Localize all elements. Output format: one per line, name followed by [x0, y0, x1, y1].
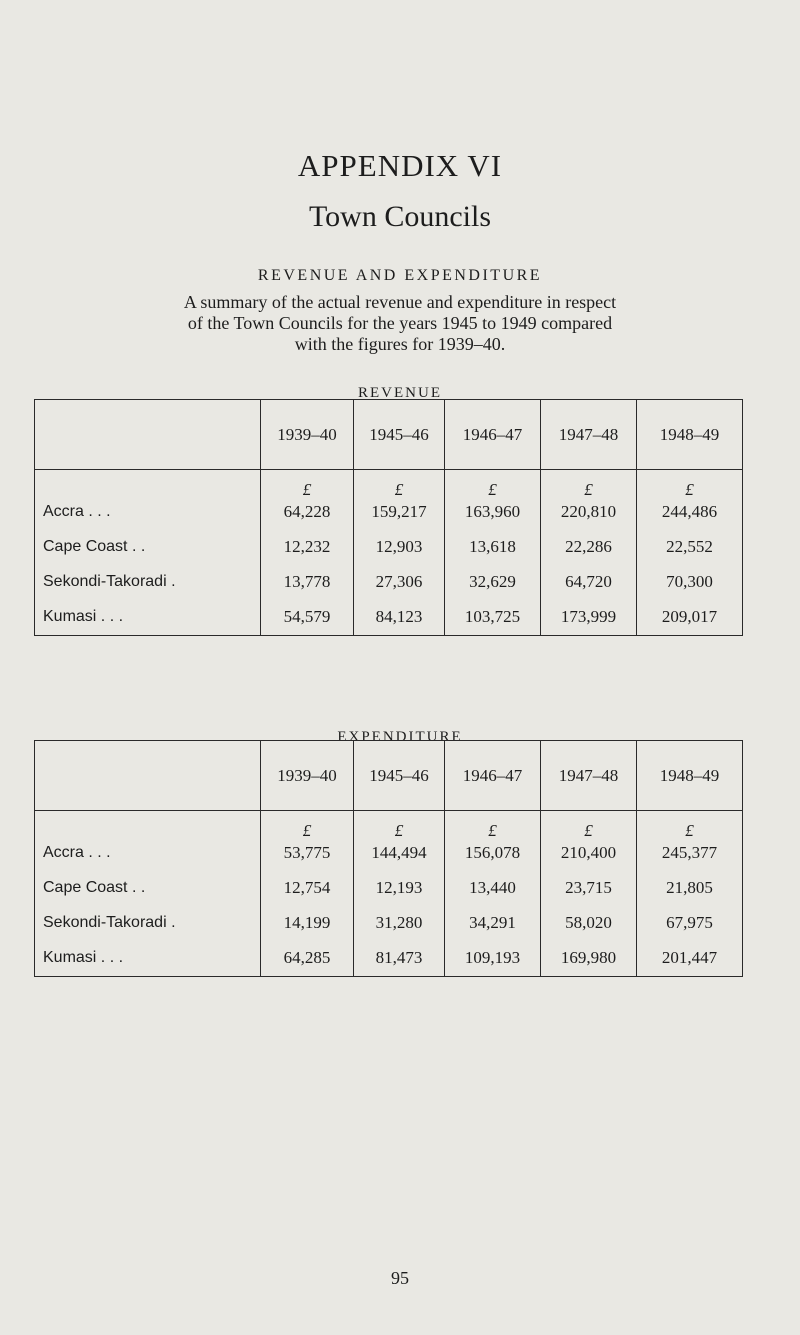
table-row	[35, 470, 743, 531]
value-cell	[445, 811, 541, 872]
value-cell	[354, 600, 445, 636]
column-header: 1946–47	[445, 741, 541, 811]
appendix-title: APPENDIX VI	[297, 148, 503, 183]
value-cell	[261, 470, 354, 531]
revenue-caption: REVENUE	[358, 385, 442, 401]
amount: 156,078	[464, 843, 521, 862]
revenue-table	[34, 399, 743, 636]
currency-symbol: £	[394, 821, 404, 840]
value-cell	[637, 600, 743, 636]
value-cell	[354, 871, 445, 906]
currency-symbol: £	[584, 821, 593, 840]
table-row	[35, 871, 743, 906]
column-header: 1945–46	[354, 741, 445, 811]
value-cell	[261, 871, 354, 906]
value-cell	[541, 565, 637, 600]
value-cell	[354, 811, 445, 872]
town-name: Accra . . .	[43, 844, 111, 861]
row-label	[35, 470, 261, 531]
amount: 32,629	[469, 572, 516, 591]
currency-symbol: £	[488, 480, 497, 499]
table-row	[35, 530, 743, 565]
page-subtitle: Town Councils	[308, 200, 492, 233]
amount: 14,199	[283, 913, 331, 932]
amount: 12,232	[283, 537, 331, 556]
amount: 22,286	[565, 537, 612, 556]
amount: 209,017	[661, 607, 718, 626]
amount: 64,285	[283, 948, 331, 967]
amount: 12,754	[283, 878, 331, 897]
row-label	[35, 565, 261, 600]
summary-line: with the figures for 1939–40.	[294, 334, 506, 354]
value-cell	[261, 600, 354, 636]
value-cell	[354, 530, 445, 565]
value-cell	[261, 530, 354, 565]
town-name: Kumasi . . .	[43, 608, 124, 625]
amount: 163,960	[464, 502, 521, 521]
column-header: 1948–49	[637, 400, 743, 470]
currency-symbol: £	[685, 821, 694, 840]
value-cell	[541, 811, 637, 872]
value-cell	[445, 530, 541, 565]
value-cell	[637, 530, 743, 565]
amount: 21,805	[666, 878, 713, 897]
column-header: 1939–40	[261, 400, 354, 470]
summary-line: A summary of the actual revenue and expenditure in respect	[183, 292, 617, 312]
header-blank-cell	[35, 741, 261, 811]
amount: 81,473	[375, 948, 423, 967]
value-cell	[637, 871, 743, 906]
row-label	[35, 600, 261, 636]
summary-line: of the Town Councils for the years 1945 to 1949 compared	[187, 313, 613, 333]
amount: 23,715	[565, 878, 612, 897]
town-name: Cape Coast . .	[43, 879, 146, 896]
row-label	[35, 530, 261, 565]
table-row	[35, 941, 743, 977]
value-cell	[445, 600, 541, 636]
amount: 67,975	[666, 913, 713, 932]
amount: 34,291	[469, 913, 516, 932]
header-row	[35, 400, 743, 470]
amount: 70,300	[666, 572, 713, 591]
amount: 144,494	[371, 843, 427, 862]
column-header: 1946–47	[445, 400, 541, 470]
amount: 210,400	[560, 843, 617, 862]
amount: 84,123	[375, 607, 423, 626]
amount: 27,306	[375, 572, 423, 591]
value-cell	[354, 906, 445, 941]
column-header: 1948–49	[637, 741, 743, 811]
row-label	[35, 871, 261, 906]
currency-symbol: £	[584, 480, 593, 499]
currency-symbol: £	[394, 480, 404, 499]
column-header: 1945–46	[354, 400, 445, 470]
amount: 12,903	[375, 537, 423, 556]
town-name: Accra . . .	[43, 503, 111, 520]
value-cell	[541, 470, 637, 531]
value-cell	[445, 941, 541, 977]
row-label	[35, 941, 261, 977]
town-name: Sekondi-Takoradi .	[43, 573, 176, 590]
amount: 64,720	[565, 572, 612, 591]
value-cell	[445, 906, 541, 941]
value-cell	[637, 565, 743, 600]
town-name: Sekondi-Takoradi .	[43, 914, 176, 931]
amount: 13,778	[283, 572, 331, 591]
currency-symbol: £	[302, 480, 312, 499]
amount: 109,193	[464, 948, 521, 967]
value-cell	[445, 470, 541, 531]
value-cell	[261, 565, 354, 600]
value-cell	[445, 871, 541, 906]
row-label	[35, 906, 261, 941]
amount: 159,217	[371, 502, 427, 521]
amount: 13,618	[469, 537, 516, 556]
amount: 103,725	[464, 607, 521, 626]
value-cell	[261, 906, 354, 941]
town-name: Kumasi . . .	[43, 949, 124, 966]
expenditure-table	[34, 740, 743, 977]
amount: 173,999	[560, 607, 617, 626]
value-cell	[541, 906, 637, 941]
header-row	[35, 741, 743, 811]
value-cell	[354, 470, 445, 531]
column-header: 1947–48	[541, 741, 637, 811]
amount: 220,810	[560, 502, 617, 521]
value-cell	[637, 811, 743, 872]
table-row	[35, 906, 743, 941]
expenditure-caption: EXPENDITURE	[337, 729, 463, 745]
summary-paragraph	[0, 292, 800, 355]
table-row	[35, 600, 743, 636]
value-cell	[541, 941, 637, 977]
value-cell	[354, 941, 445, 977]
town-name: Cape Coast . .	[43, 538, 146, 555]
amount: 13,440	[469, 878, 516, 897]
amount: 244,486	[661, 502, 718, 521]
value-cell	[541, 530, 637, 565]
row-label	[35, 811, 261, 872]
currency-symbol: £	[685, 480, 694, 499]
value-cell	[261, 811, 354, 872]
value-cell	[637, 470, 743, 531]
section-heading: REVENUE AND EXPENDITURE	[257, 267, 543, 284]
amount: 31,280	[375, 913, 423, 932]
page-number: 95	[391, 1268, 409, 1288]
value-cell	[354, 565, 445, 600]
value-cell	[445, 565, 541, 600]
column-header: 1939–40	[261, 741, 354, 811]
column-header: 1947–48	[541, 400, 637, 470]
currency-symbol: £	[488, 821, 497, 840]
amount: 245,377	[661, 843, 718, 862]
amount: 201,447	[661, 948, 718, 967]
table-row	[35, 565, 743, 600]
amount: 12,193	[375, 878, 423, 897]
value-cell	[541, 600, 637, 636]
amount: 64,228	[283, 502, 331, 521]
value-cell	[261, 941, 354, 977]
currency-symbol: £	[302, 821, 312, 840]
amount: 54,579	[283, 607, 331, 626]
amount: 53,775	[283, 843, 331, 862]
value-cell	[541, 871, 637, 906]
table-row	[35, 811, 743, 872]
amount: 58,020	[565, 913, 612, 932]
header-blank-cell	[35, 400, 261, 470]
amount: 169,980	[560, 948, 617, 967]
amount: 22,552	[666, 537, 713, 556]
value-cell	[637, 906, 743, 941]
value-cell	[637, 941, 743, 977]
